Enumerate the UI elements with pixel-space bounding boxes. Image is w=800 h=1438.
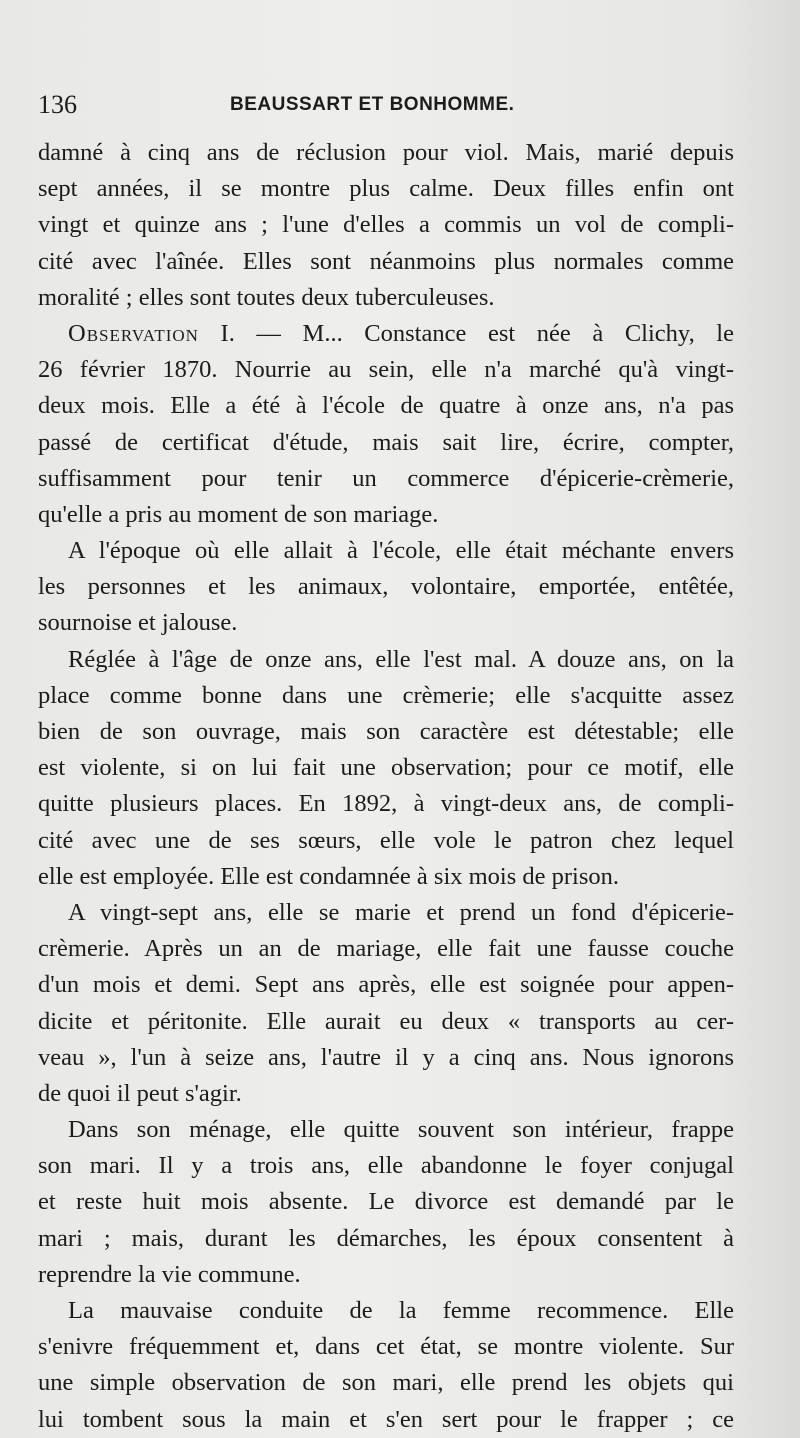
text-line: elle est employée. Elle est condamnée à six mois de prison.	[38, 862, 620, 890]
text-line: deux mois. Elle a été à l'école de quatre à onze ans, n'a pas	[38, 392, 734, 420]
text-line: sept années, il se montre plus calme. Deux filles enfin ont	[38, 175, 734, 203]
text-line: son mari. Il y a trois ans, elle abandonne le foyer conjugal	[38, 1152, 734, 1180]
text-line: bien de son ouvrage, mais son caractère est détestable; elle	[38, 718, 734, 745]
text-line: place comme bonne dans une crèmerie; elle s'acquitte assez	[38, 681, 734, 709]
text-line: lui tombent sous la main et s'en sert pour le frapper ; ce	[38, 1405, 734, 1433]
text-line: s'enivre fréquemment et, dans cet état, se montre violente. Sur	[38, 1333, 734, 1361]
text-line: moralité ; elles sont toutes deux tuberculeuses.	[38, 283, 495, 311]
text-line: une simple observation de son mari, elle prend les objets qui	[38, 1369, 734, 1397]
text-line: et reste huit mois absente. Le divorce est demandé par le	[38, 1188, 734, 1216]
text-line: de quoi il peut s'agir.	[38, 1079, 242, 1107]
text-line: suffisamment pour tenir un commerce d'épicerie-crèmerie,	[38, 464, 734, 492]
text-line: veau », l'un à seize ans, l'autre il y a cinq ans. Nous ignorons	[38, 1043, 734, 1071]
text-line: cité avec l'aînée. Elles sont néanmoins plus normales comme	[38, 247, 734, 275]
text-line: dicite et péritonite. Elle aurait eu deux « transports au cer-	[38, 1007, 734, 1035]
text-line: crèmerie. Après un an de mariage, elle fait une fausse couche	[38, 935, 734, 963]
page-number: 136	[38, 90, 77, 119]
text-line: sournoise et jalouse.	[38, 609, 238, 637]
running-head: BEAUSSART ET BONHOMME.	[230, 94, 515, 115]
text-line: mari ; mais, durant les démarches, les époux consentent à	[38, 1224, 734, 1252]
text-line: damné à cinq ans de réclusion pour viol. Mais, marié depuis	[38, 139, 734, 166]
text-line: La mauvaise conduite de la femme recommence. Elle	[68, 1297, 734, 1324]
text-line: qu'elle a pris au moment de son mariage.	[38, 500, 439, 528]
text-line: reprendre la vie commune.	[38, 1260, 301, 1288]
body-text	[38, 135, 734, 1438]
text-line: Dans son ménage, elle quitte souvent son intérieur, frappe	[68, 1116, 734, 1144]
observation-heading: Observation	[68, 319, 199, 347]
text-line: les personnes et les animaux, volontaire, emportée, entêtée,	[38, 573, 734, 601]
text-line: A l'époque où elle allait à l'école, elle était méchante envers	[68, 537, 734, 565]
text-line: cité avec une de ses sœurs, elle vole le patron chez lequel	[38, 826, 734, 854]
text-line: Observation I. — M... Constance est née à Clichy, le	[68, 319, 734, 347]
text-line: passé de certificat d'étude, mais sait lire, écrire, compter,	[38, 428, 734, 456]
text-line: A vingt-sept ans, elle se marie et prend un fond d'épicerie-	[68, 898, 734, 926]
text-line: 26 février 1870. Nourrie au sein, elle n'a marché qu'à vingt-	[38, 356, 734, 384]
page-header	[38, 90, 738, 130]
text-line: vingt et quinze ans ; l'une d'elles a commis un vol de compli-	[38, 211, 734, 239]
text-line: est violente, si on lui fait une observation; pour ce motif, elle	[38, 754, 734, 782]
text-line: Réglée à l'âge de onze ans, elle l'est mal. A douze ans, on la	[68, 645, 734, 673]
text-line: d'un mois et demi. Sept ans après, elle est soignée pour appen-	[38, 971, 734, 999]
text-line: quitte plusieurs places. En 1892, à vingt-deux ans, de compli-	[38, 790, 734, 818]
